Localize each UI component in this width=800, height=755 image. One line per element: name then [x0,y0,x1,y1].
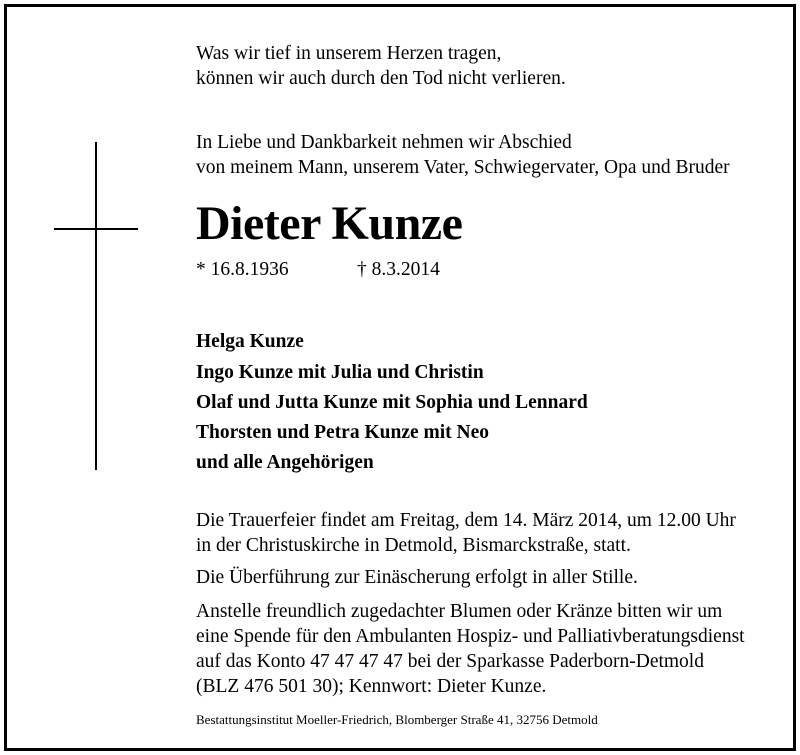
intro-line: In Liebe und Dankbarkeit nehmen wir Abschied [196,132,572,153]
mourner-line: Olaf und Jutta Kunze mit Sophia und Lennard [196,392,588,413]
intro-line: von meinem Mann, unserem Vater, Schwiegervater, Opa und Bruder [196,157,730,178]
donation-line: (BLZ 476 501 30); Kennwort: Dieter Kunze. [196,676,547,697]
mourner-line: und alle Angehörigen [196,452,374,473]
motto-line: Was wir tief in unserem Herzen tragen, [196,43,502,64]
birth-date: * 16.8.1936 [196,259,289,280]
funeral-line: in der Christuskirche in Detmold, Bismarckstraße, statt. [196,535,631,556]
donation-line: Anstelle freundlich zugedachter Blumen oder Kränze bitten wir um [196,601,723,622]
mourner-line: Thorsten und Petra Kunze mit Neo [196,422,490,443]
funeral-home-footer: Bestattungsinstitut Moeller-Friedrich, Blomberger Straße 41, 32756 Detmold [196,712,598,727]
deceased-name: Dieter Kunze [196,197,463,250]
transfer-line: Die Überführung zur Einäscherung erfolgt in aller Stille. [196,567,638,588]
donation-line: auf das Konto 47 47 47 47 bei der Sparkasse Paderborn-Detmold [196,651,704,672]
cross-icon [95,142,97,470]
death-date: † 8.3.2014 [357,259,440,280]
funeral-line: Die Trauerfeier findet am Freitag, dem 14. März 2014, um 12.00 Uhr [196,510,736,531]
cross-icon-crossbar [54,228,138,230]
mourner-line: Ingo Kunze mit Julia und Christin [196,362,484,383]
motto-line: können wir auch durch den Tod nicht verlieren. [196,68,566,89]
donation-line: eine Spende für den Ambulanten Hospiz- und Palliativberatungsdienst [196,626,745,647]
mourner-line: Helga Kunze [196,331,304,352]
